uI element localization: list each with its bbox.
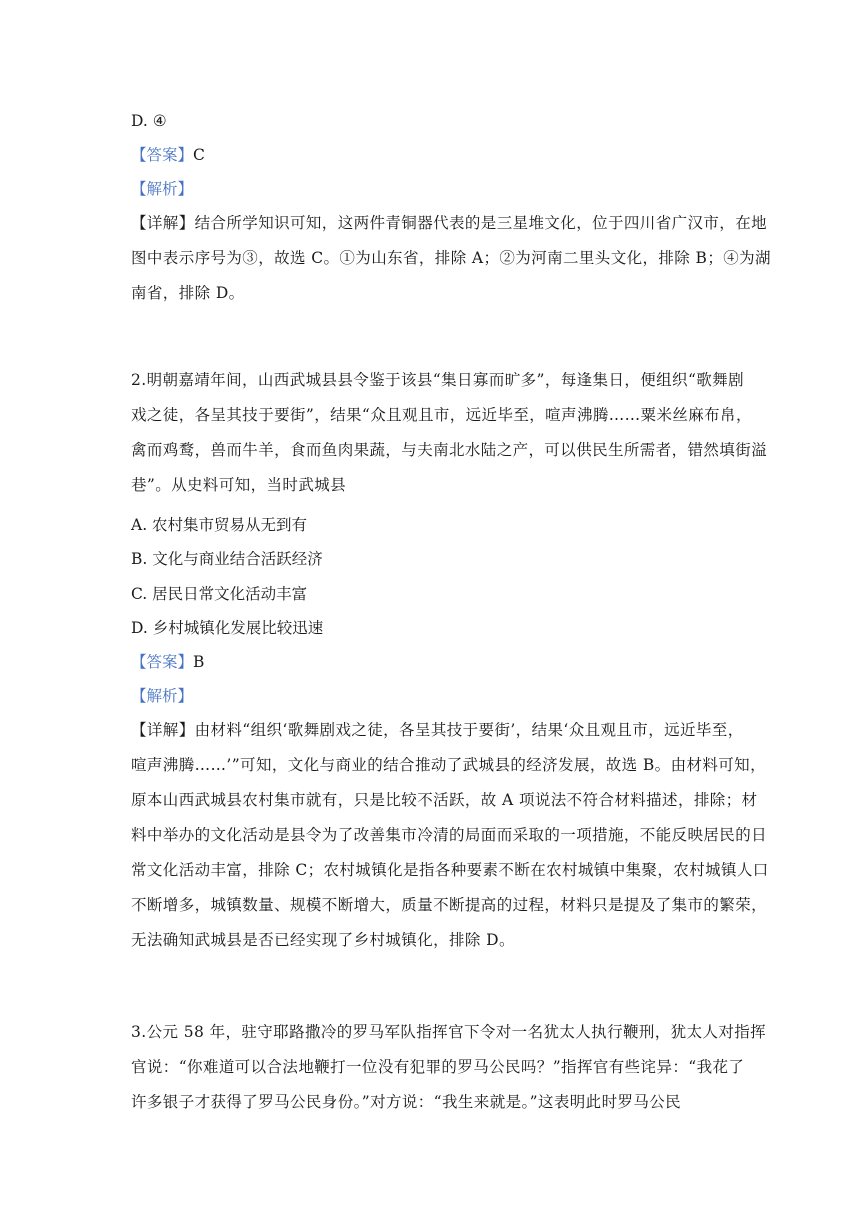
q1-detail-line: 【详解】结合所学知识可知，这两件青铜器代表的是三星堆文化，位于四川省广汉市，在地 [131, 214, 768, 232]
answer-label: 【答案】 [131, 653, 194, 671]
q3-stem-line: 3.公元 58 年，驻守耶路撒冷的罗马军队指挥官下令对一名犹太人执行鞭刑，犹太人对指挥 [131, 1023, 767, 1041]
q1-option-d: D. ④ [131, 112, 167, 130]
q2-detail-line: 不断增多，城镇数量、规模不断增大，质量不断提高的过程，材料只是提及了集市的繁荣， [131, 896, 768, 914]
q1-analysis-label: 【解析】 [131, 180, 194, 198]
q2-detail-line: 原本山西武城县农村集市就有，只是比较不活跃，故 A 项说法不符合材料描述，排除；材 [131, 791, 758, 809]
q3-stem-line: 官说：“你难道可以合法地鞭打一位没有犯罪的罗马公民吗？”指挥官有些诧异：“我花了 [131, 1058, 745, 1076]
q2-stem-line: 2.明朝嘉靖年间，山西武城县县令鉴于该县“集日寡而旷多”，每逢集日，便组织“歌舞剧 [131, 371, 744, 389]
answer-label: 【答案】 [131, 146, 194, 164]
q2-option-c: C. 居民日常文化活动丰富 [131, 585, 308, 603]
q2-option-b: B. 文化与商业结合活跃经济 [131, 550, 323, 568]
answer-value: C [193, 146, 205, 164]
q2-detail-line: 无法确知武城县是否已经实现了乡村城镇化，排除 D。 [131, 931, 515, 949]
q1-detail-line: 图中表示序号为③，故选 C。①为山东省，排除 A；②为河南二里头文化，排除 B；④为湖 [131, 249, 771, 267]
q2-answer [131, 652, 204, 672]
q2-detail-line: 【详解】由材料“组织‘歌舞剧戏之徒，各呈其技于要街’，结果‘众且观且市，远近毕至， [131, 721, 744, 739]
q2-option-a: A. 农村集市贸易从无到有 [131, 516, 308, 534]
q1-answer [131, 145, 205, 165]
q1-detail-line: 南省，排除 D。 [131, 284, 245, 302]
q2-analysis-label: 【解析】 [131, 687, 194, 705]
answer-value: B [193, 653, 205, 671]
q2-option-d: D. 乡村城镇化发展比较迅速 [131, 619, 324, 637]
q2-stem-line: 禽而鸡鹜，兽而牛羊，食而鱼肉果蔬，与夫南北水陆之产，可以供民生所需者，错然填街溢 [131, 441, 768, 459]
q2-stem-line: 巷”。从史料可知，当时武城县 [131, 476, 347, 494]
q2-stem-line: 戏之徒，各呈其技于要街”，结果“众且观且市，远近毕至，喧声沸腾……粟米丝麻布帛， [131, 406, 752, 424]
q3-stem-line: 许多银子才获得了罗马公民身份。”对方说：“我生来就是。”这表明此时罗马公民 [131, 1093, 682, 1111]
q2-detail-line: 常文化活动丰富，排除 C；农村城镇化是指各种要素不断在农村城镇中集聚，农村城镇人口 [131, 861, 769, 879]
q2-detail-line: 料中举办的文化活动是县令为了改善集市冷清的局面而采取的一项措施，不能反映居民的日 [131, 826, 768, 844]
q2-detail-line: 喧声沸腾……’”可知，文化与商业的结合推动了武城县的经济发展，故选 B。由材料可知， [131, 756, 766, 774]
